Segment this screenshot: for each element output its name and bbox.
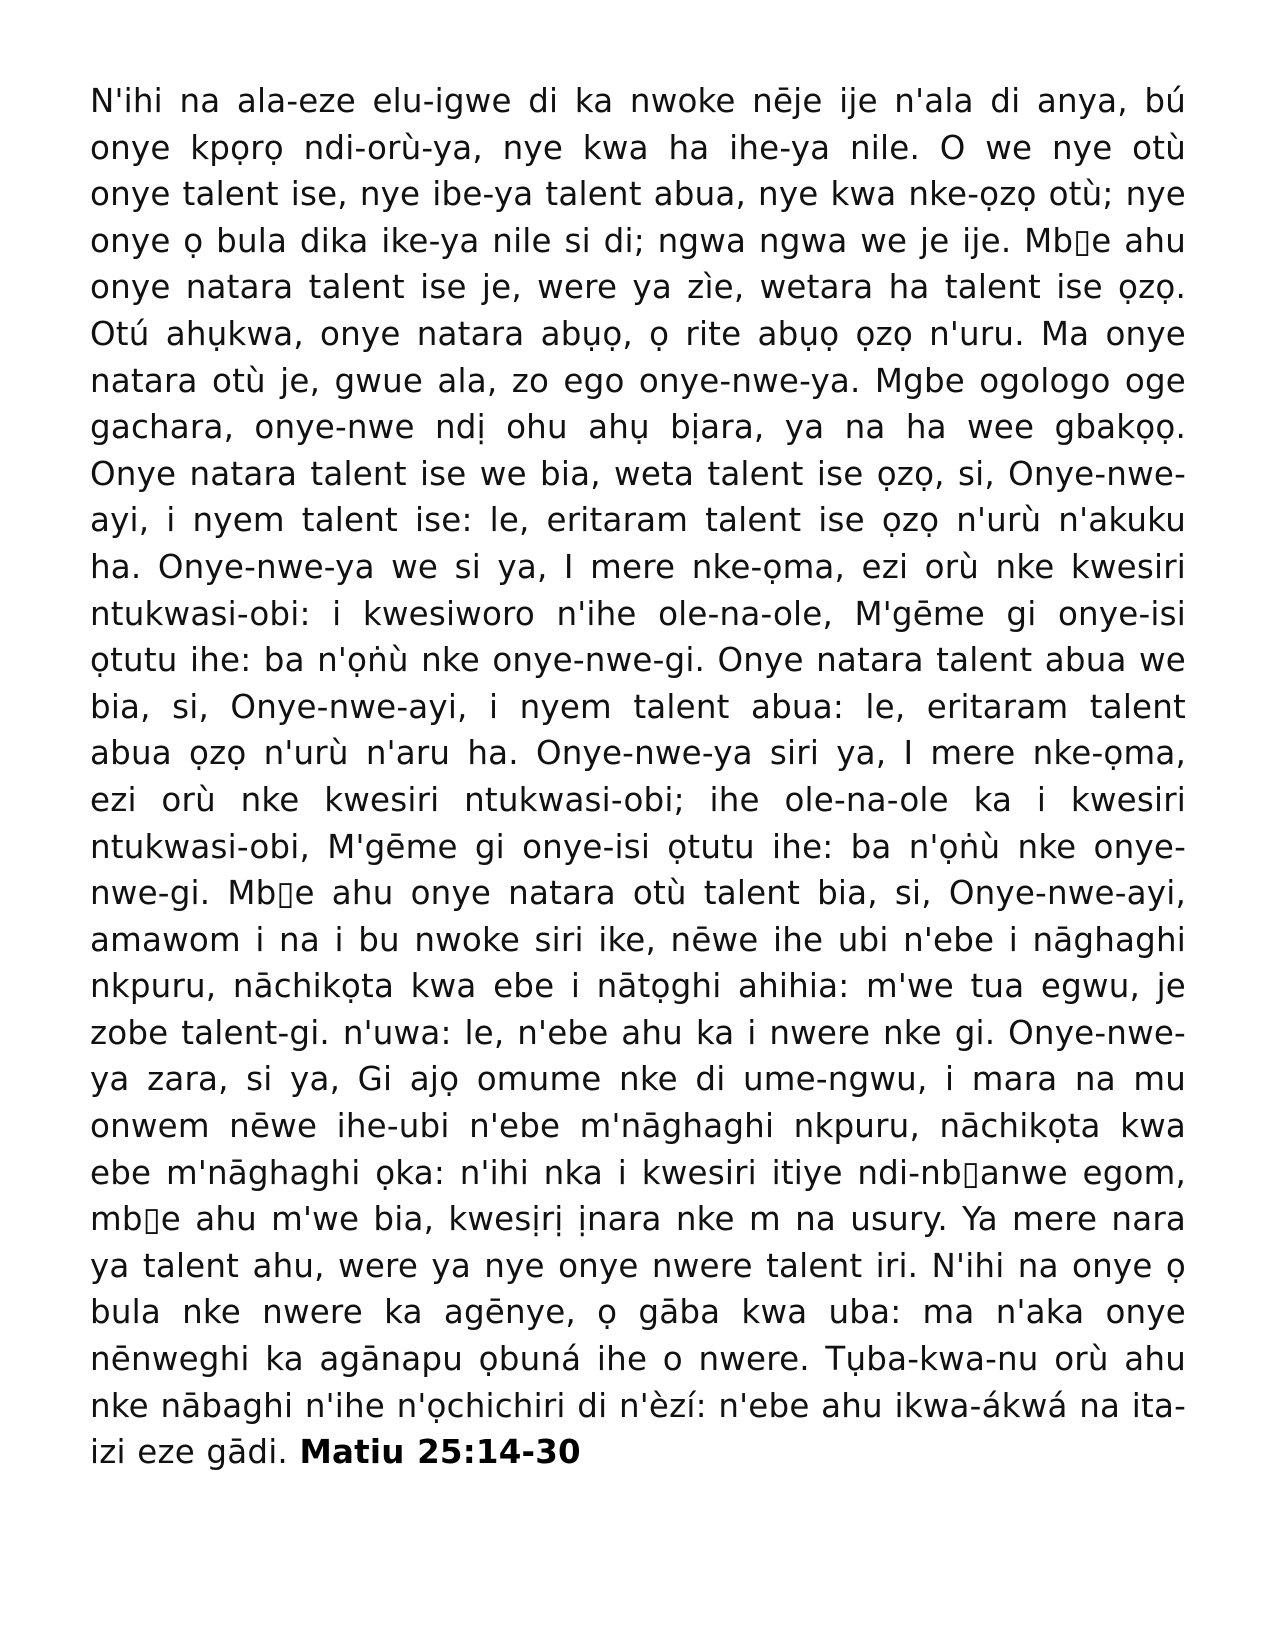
passage-body: N'ihi na ala-eze elu-igwe di ka nwoke nēje ije n'ala di anya, bú onye kpọrọ ndi-orù-ya, nye kwa ha ihe-ya nile. O we nye otù onye talent ise, nye ibe-ya talent abua, nye kwa nke-ọzọ otù; nye onye ọ bula dika ike-ya nile si di; ngwa ngwa we je ije. Mb▯e ahu onye natara talent ise je, were ya zìe, wetara ha talent ise ọzọ. Otú ahụkwa, onye natara abụọ, ọ rite abụọ ọzọ n'uru. Ma onye natara otù je, gwue ala, zo ego onye-nwe-ya. Mgbe ogologo oge gachara, onye-nwe ndị ohu ahụ bịara, ya na ha wee gbakọọ. Onye natara talent ise we bia, weta talent ise ọzọ, si, Onye-nwe-ayi, i nyem talent ise: le, eritaram talent ise ọzọ n'urù n'akuku ha. Onye-nwe-ya we si ya, I mere nke-ọma, ezi orù nke kwesiri ntukwasi-obi: i kwesiworo n'ihe ole-na-ole, M'gēme gi onye-isi ọtutu ihe: ba n'ọṅù nke onye-nwe-gi. Onye natara talent abua we bia, si, Onye-nwe-ayi, i nyem talent abua: le, eritaram talent abua ọzọ n'urù n'aru ha. Onye-nwe-ya siri ya, I mere nke-ọma, ezi orù nke kwesiri ntukwasi-obi; ihe ole-na-ole ka i kwesiri ntukwasi-obi, M'gēme gi onye-isi ọtutu ihe: ba n'ọṅù nke onye-nwe-gi. Mb▯e ahu onye natara otù talent bia, si, Onye-nwe-ayi, amawom i na i bu nwoke siri ike, nēwe ihe ubi n'ebe i nāghaghi nkpuru, nāchikọta kwa ebe i nātọghi ahihia: m'we tua egwu, je zobe talent-gi. n'uwa: le, n'ebe ahu ka i nwere nke gi. Onye-nwe-ya zara, si ya, Gi ajọ omume nke di ume-ngwu, i mara na mu onwem nēwe ihe-ubi n'ebe m'nāghaghi nkpuru, nāchikọta kwa ebe m'nāghaghi ọka: n'ihi nka i kwesiri itiye ndi-nb▯anwe egom, mb▯e ahu m'we bia, kwesịrị ịnara nke m na usury. Ya mere nara ya talent ahu, were ya nye onye nwere talent iri. N'ihi na onye ọ bula nke nwere ka agēnye, ọ gāba kwa uba: ma n'aka onye nēnweghi ka agānapu ọbuná ihe o nwere. Tụba-kwa-nu orù ahu nke nābaghi n'ihe n'ọchichiri di n'èzí: n'ebe ahu ikwa-ákwá na ita-izi eze gādi. bbox=[90, 82, 1186, 1472]
scripture-reference: Matiu 25:14-30 bbox=[299, 1433, 581, 1472]
scripture-passage bbox=[90, 78, 1186, 1476]
